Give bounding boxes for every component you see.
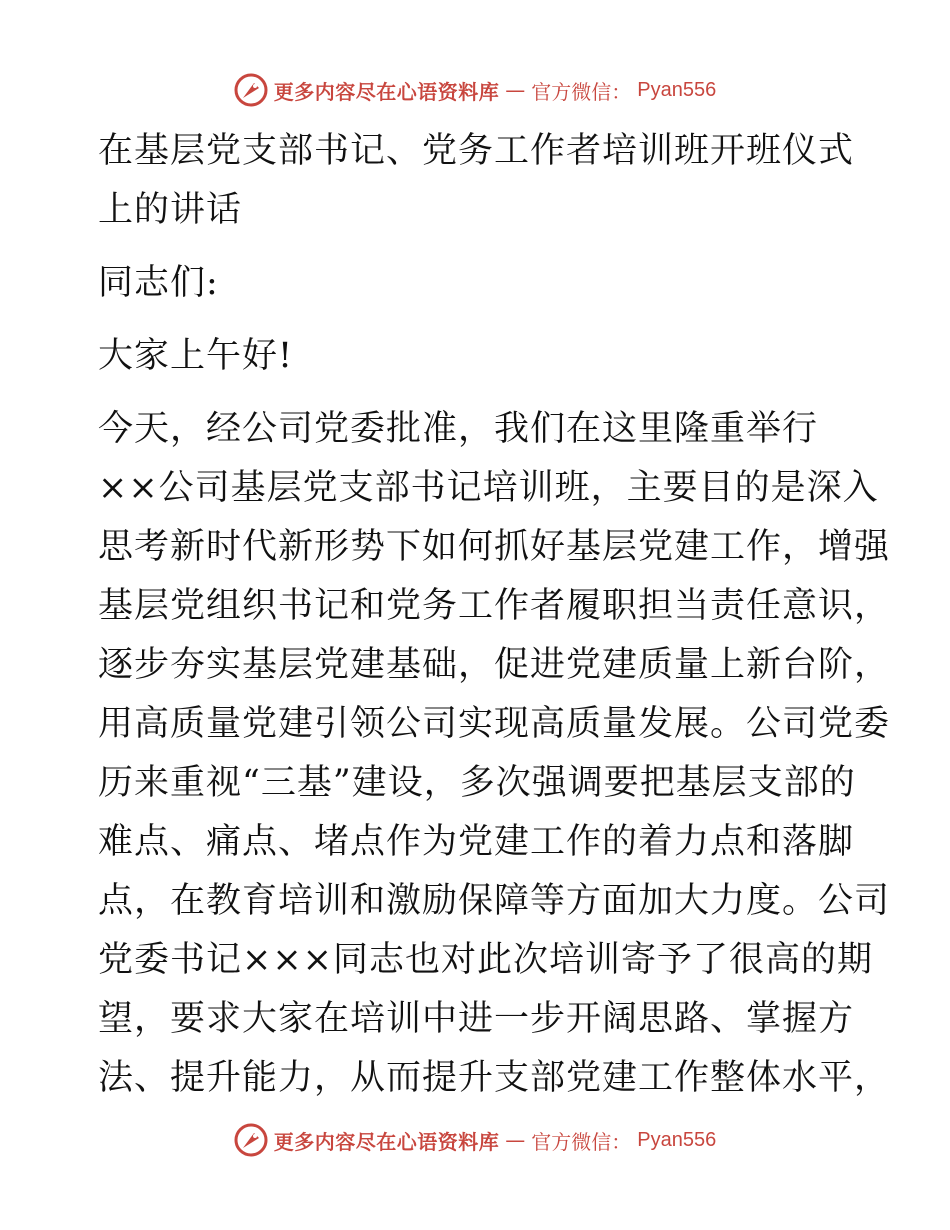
body-line: 逐步夯实基层党建基础，促进党建质量上新台阶， [98,645,891,685]
pen-nib-logo-icon [234,1123,268,1157]
body-line: 历来重视“三基”建设，多次强调要把基层支部的 [98,763,856,803]
greeting: 大家上午好! [98,336,294,376]
header-watermark [0,70,950,110]
body-line: 难点、痛点、堵点作为党建工作的着力点和落脚 [98,822,855,862]
body-line: 法、提升能力，从而提升支部党建工作整体水平， [98,1058,891,1098]
document-body [98,122,891,1108]
body-line: 思考新时代新形势下如何抓好基层党建工作，增强 [98,527,891,567]
watermark-separator: — [505,78,526,102]
watermark-brand-text: 更多内容尽在心语资料库 [273,1129,500,1154]
body-line: 基层党组织书记和党务工作者履职担当责任意识， [98,586,891,626]
body-line: ××公司基层党支部书记培训班，主要目的是深入 [98,468,879,508]
body-line: 党委书记×××同志也对此次培训寄予了很高的期 [98,940,873,980]
watermark-wechat-id: Pyan556 [637,78,717,101]
footer-watermark [0,1120,950,1160]
document-title-line-1: 在基层党支部书记、党务工作者培训班开班仪式 [98,131,855,171]
watermark-separator: — [505,1128,526,1152]
pen-nib-logo-icon [234,73,268,107]
watermark-wechat-label: 官方微信： [531,1129,632,1154]
watermark-brand-text: 更多内容尽在心语资料库 [273,79,500,104]
body-line: 今天，经公司党委批准，我们在这里隆重举行 [98,409,819,449]
watermark-wechat-id: Pyan556 [637,1128,717,1151]
watermark-wechat-label: 官方微信： [531,79,632,104]
body-line: 望，要求大家在培训中进一步开阔思路、掌握方 [98,999,855,1039]
body-line: 点，在教育培训和激励保障等方面加大力度。公司 [98,881,891,921]
document-title-line-2: 上的讲话 [98,190,243,230]
salutation: 同志们: [98,263,219,303]
body-line: 用高质量党建引领公司实现高质量发展。公司党委 [98,704,891,744]
